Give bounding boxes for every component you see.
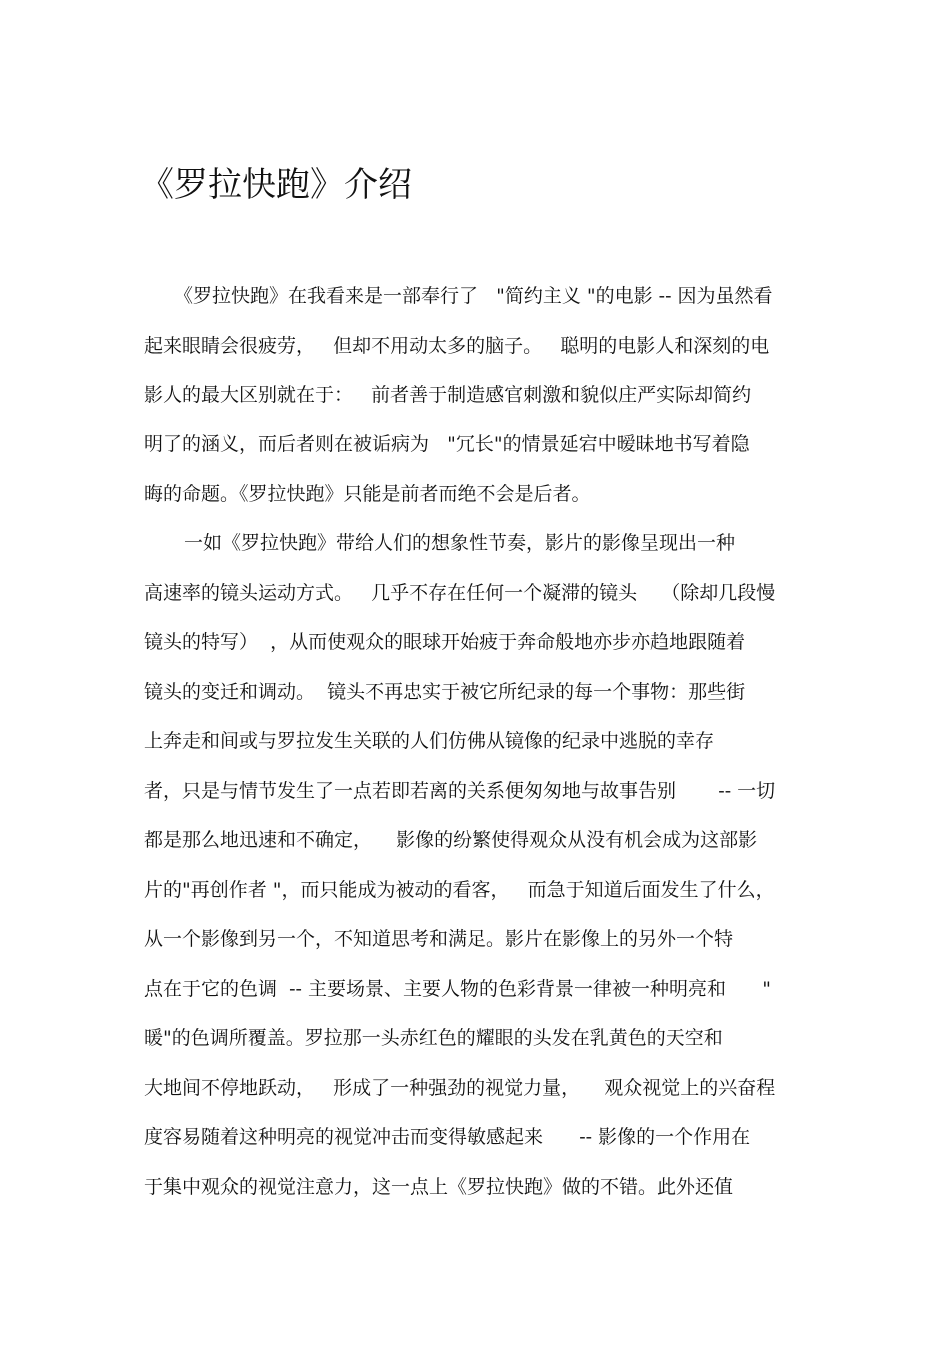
paragraph-line: 晦的命题。《罗拉快跑》只能是前者而绝不会是后者。 xyxy=(144,483,591,505)
paragraph-line: 片的"再创作者 "，而只能成为被动的看客， 而急于知道后面发生了什么， xyxy=(144,879,775,901)
paragraph-line: 镜头的变迁和调动。 镜头不再忠实于被它所纪录的每一个事物：那些街 xyxy=(144,681,746,703)
page-title: 《罗拉快跑》介绍 xyxy=(140,165,412,205)
paragraph-line: 高速率的镜头运动方式。 几乎不存在任何一个凝滞的镜头 （除却几段慢 xyxy=(144,582,776,604)
paragraph-line: 点在于它的色调 -- 主要场景、主要人物的色彩背景一律被一种明亮和 " xyxy=(144,978,771,1000)
paragraph-line: 从一个影像到另一个，不知道思考和满足。影片在影像上的另外一个特 xyxy=(144,928,734,950)
paragraph-line: 上奔走和间或与罗拉发生关联的人们仿佛从镜像的纪录中逃脱的幸存 xyxy=(144,730,715,752)
paragraph-line: 于集中观众的视觉注意力，这一点上《罗拉快跑》做的不错。此外还值 xyxy=(144,1176,734,1198)
paragraph-line: 大地间不停地跃动， 形成了一种强劲的视觉力量， 观众视觉上的兴奋程 xyxy=(144,1077,776,1099)
paragraph-line: 暖"的色调所覆盖。罗拉那一头赤红色的耀眼的头发在乳黄色的天空和 xyxy=(144,1027,723,1049)
paragraph-line: 明了的涵义，而后者则在被诟病为 "冗长"的情景延宕中暧昧地书写着隐 xyxy=(144,433,750,455)
paragraph-line: 都是那么地迅速和不确定， 影像的纷繁使得观众从没有机会成为这部影 xyxy=(144,829,758,851)
paragraph-line: 镜头的特写） ，从而使观众的眼球开始疲于奔命般地亦步亦趋地跟随着 xyxy=(144,631,746,653)
paragraph-line: 《罗拉快跑》在我看来是一部奉行了 "简约主义 "的电影 -- 因为虽然看 xyxy=(174,285,773,307)
paragraph-line: 影人的最大区别就在于： 前者善于制造感官刺激和貌似庄严实际却简约 xyxy=(144,384,752,406)
paragraph-line: 度容易随着这种明亮的视觉冲击而变得敏感起来 -- 影像的一个作用在 xyxy=(144,1126,751,1148)
paragraph-line: 起来眼睛会很疲劳， 但却不用动太多的脑子。 聪明的电影人和深刻的电 xyxy=(144,335,770,357)
paragraph-line: 者，只是与情节发生了一点若即若离的关系便匆匆地与故事告别 -- 一切 xyxy=(144,780,776,802)
paragraph-line: 一如《罗拉快跑》带给人们的想象性节奏，影片的影像呈现出一种 xyxy=(184,532,736,554)
